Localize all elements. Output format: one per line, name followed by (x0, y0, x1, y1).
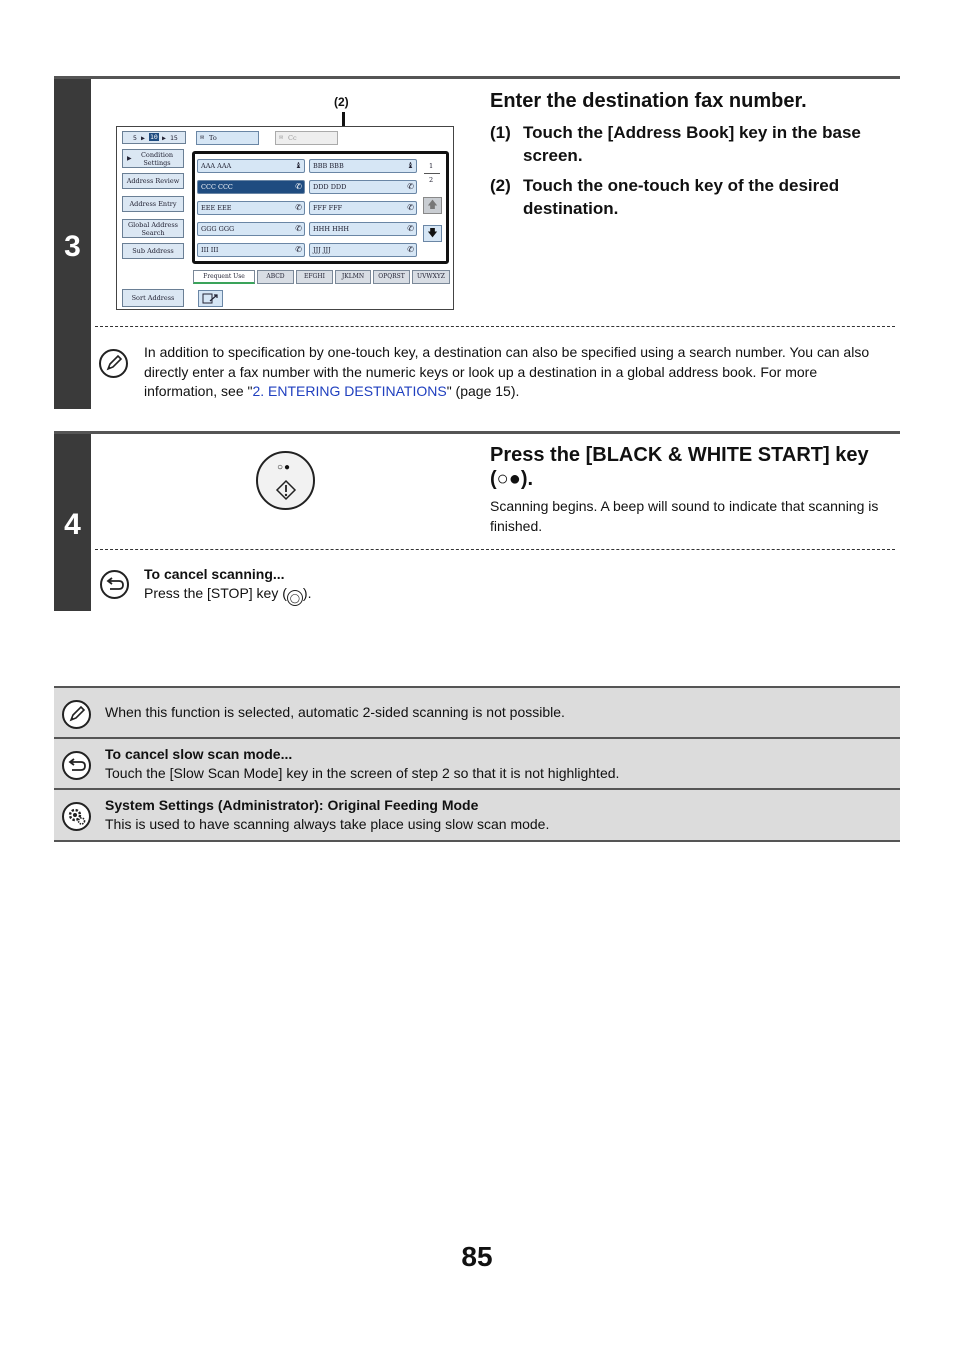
page-divider (424, 173, 440, 174)
info-row-cancel (54, 737, 900, 789)
envelope-icon: ✉ (279, 133, 284, 141)
phone-icon: ✆ (295, 203, 302, 212)
search-screen-icon (199, 291, 222, 306)
stop-key-icon: ◯ (287, 590, 303, 606)
key-label: FFF FFF (313, 204, 343, 212)
phone-icon: ✆ (295, 224, 302, 233)
start-diamond-icon (275, 479, 297, 501)
substep-2-text: Touch the one-touch key of the desired destination. (523, 176, 840, 218)
triangle-icon: ▶ (162, 134, 166, 142)
pencil-note-icon (62, 700, 91, 729)
step4-divider (95, 549, 895, 550)
info-row-note (54, 686, 900, 738)
counter-left: 5 (133, 134, 137, 142)
key-label: CCC CCC (201, 183, 233, 191)
condition-settings-label: Condition Settings (140, 150, 174, 167)
tab-abcd[interactable]: ABCD (257, 270, 294, 284)
sub-address-button[interactable]: Sub Address (122, 243, 184, 259)
one-touch-key-selected[interactable] (197, 180, 305, 194)
step3-divider (95, 326, 895, 327)
key-label: GGG GGG (201, 225, 235, 233)
page-total: 2 (429, 176, 434, 184)
triangle-icon: ▶ (141, 134, 145, 142)
info-cancel-heading: To cancel slow scan mode... (105, 746, 293, 762)
envelope-icon: ✉ (200, 133, 205, 141)
cancel-text-end: ). (302, 585, 312, 601)
counter-mid: 10 (150, 133, 158, 141)
step4-title-text: Press the [BLACK & WHITE START] key (490, 444, 869, 466)
phone-icon: ✆ (407, 182, 414, 191)
tab-frequent-use[interactable]: Frequent Use (193, 270, 255, 284)
sort-address-button[interactable]: Sort Address (122, 289, 184, 307)
key-label: AAA AAA (201, 162, 232, 170)
group-icon: ♝ (406, 161, 414, 170)
key-label: JJJ JJJ (313, 246, 331, 254)
step4-top-rule (54, 431, 900, 434)
address-counter (122, 131, 186, 144)
scroll-up-arrow-icon[interactable]: 🡅 (423, 197, 442, 214)
tab-efghi[interactable]: EFGHI (296, 270, 333, 284)
cancel-scanning-heading: To cancel scanning... (144, 566, 285, 582)
pencil-icon (101, 351, 126, 376)
key-label: III III (201, 246, 219, 254)
key-label: BBB BBB (313, 162, 344, 170)
callout-label: (2) (334, 95, 349, 109)
one-touch-key[interactable] (309, 201, 417, 215)
pencil-note-icon (99, 349, 128, 378)
one-touch-key[interactable] (309, 159, 417, 173)
step3-title: Enter the destination fax number. (490, 90, 807, 112)
return-icon (64, 753, 89, 778)
return-arrow-icon (100, 570, 129, 599)
address-review-button[interactable]: Address Review (122, 173, 184, 189)
return-icon (102, 572, 127, 597)
phone-icon: ✆ (295, 182, 302, 191)
step4-title-end: ). (520, 468, 534, 490)
key-label: DDD DDD (313, 183, 347, 191)
note-text: In addition to specification by one-touch key, a destination can also be specified using a search number. You can also directly enter a fax number with the numeric keys or look up a destination in a global address book. For more information, see " (144, 344, 870, 399)
gear-icon (64, 804, 89, 829)
to-label: To (209, 134, 217, 142)
info-row-system-settings (54, 788, 900, 842)
step3-top-rule (54, 76, 900, 79)
phone-icon: ✆ (295, 245, 302, 254)
cancel-text-start: Press the [STOP] key ( (144, 585, 287, 601)
step4-title (490, 443, 900, 491)
global-address-search-button[interactable]: Global Address Search (122, 219, 184, 238)
info-cancel-text: Touch the [Slow Scan Mode] key in the screen of step 2 so that it is not highlighted. (105, 765, 620, 781)
substep-2-number: (2) (490, 176, 511, 195)
one-touch-key[interactable] (309, 180, 417, 194)
group-icon: ♝ (294, 161, 302, 170)
phone-icon: ✆ (407, 203, 414, 212)
info-note-text: When this function is selected, automatic 2-sided scanning is not possible. (105, 704, 565, 720)
one-touch-key[interactable] (197, 201, 305, 215)
key-label: HHH HHH (313, 225, 350, 233)
step3-note (144, 343, 892, 402)
address-search-icon[interactable] (198, 290, 223, 307)
substep-1-number: (1) (490, 123, 511, 142)
phone-icon: ✆ (407, 224, 414, 233)
pencil-icon (64, 702, 89, 727)
one-touch-key[interactable] (197, 243, 305, 257)
to-button[interactable] (196, 131, 259, 145)
info-system-heading: System Settings (Administrator): Original Feeding Mode (105, 797, 479, 813)
page-number: 85 (461, 1241, 493, 1272)
substep-1-text: Touch the [Address Book] key in the base screen. (523, 123, 861, 165)
address-entry-button[interactable]: Address Entry (122, 196, 184, 212)
return-arrow-icon (62, 751, 91, 780)
step3-number: 3 (64, 230, 81, 263)
black-white-start-key (256, 451, 315, 510)
info-system-text: This is used to have scanning always take place using slow scan mode. (105, 816, 550, 832)
one-touch-key[interactable] (309, 243, 417, 257)
note-text-end: " (page 15). (446, 383, 520, 399)
counter-right: 15 (170, 134, 178, 142)
start-key-glyph: ○● (277, 462, 292, 473)
one-touch-key[interactable] (197, 222, 305, 236)
triangle-icon: ▶ (127, 155, 132, 162)
cc-button[interactable] (275, 131, 338, 145)
scroll-down-arrow-icon[interactable]: 🡇 (423, 225, 442, 242)
page-current: 1 (429, 162, 434, 170)
step4-number: 4 (64, 508, 81, 541)
one-touch-key[interactable] (197, 159, 305, 173)
entering-destinations-link[interactable]: 2. ENTERING DESTINATIONS (252, 383, 447, 399)
condition-settings-button[interactable] (122, 149, 184, 168)
start-glyph-inline: ○● (496, 468, 521, 490)
tab-jklmn[interactable]: JKLMN (335, 270, 371, 284)
cc-label: Cc (288, 134, 297, 142)
tab-uvwxyz[interactable]: UVWXYZ (412, 270, 450, 284)
step4-body: Scanning begins. A beep will sound to indicate that scanning is finished. (490, 498, 879, 534)
tab-opqrst[interactable]: OPQRST (373, 270, 410, 284)
address-book-screen (116, 126, 454, 310)
phone-icon: ✆ (407, 245, 414, 254)
system-settings-icon (62, 802, 91, 831)
key-label: EEE EEE (201, 204, 232, 212)
one-touch-key[interactable] (309, 222, 417, 236)
step4-title-paren: ( (490, 468, 497, 490)
cancel-scanning-text (144, 584, 311, 606)
